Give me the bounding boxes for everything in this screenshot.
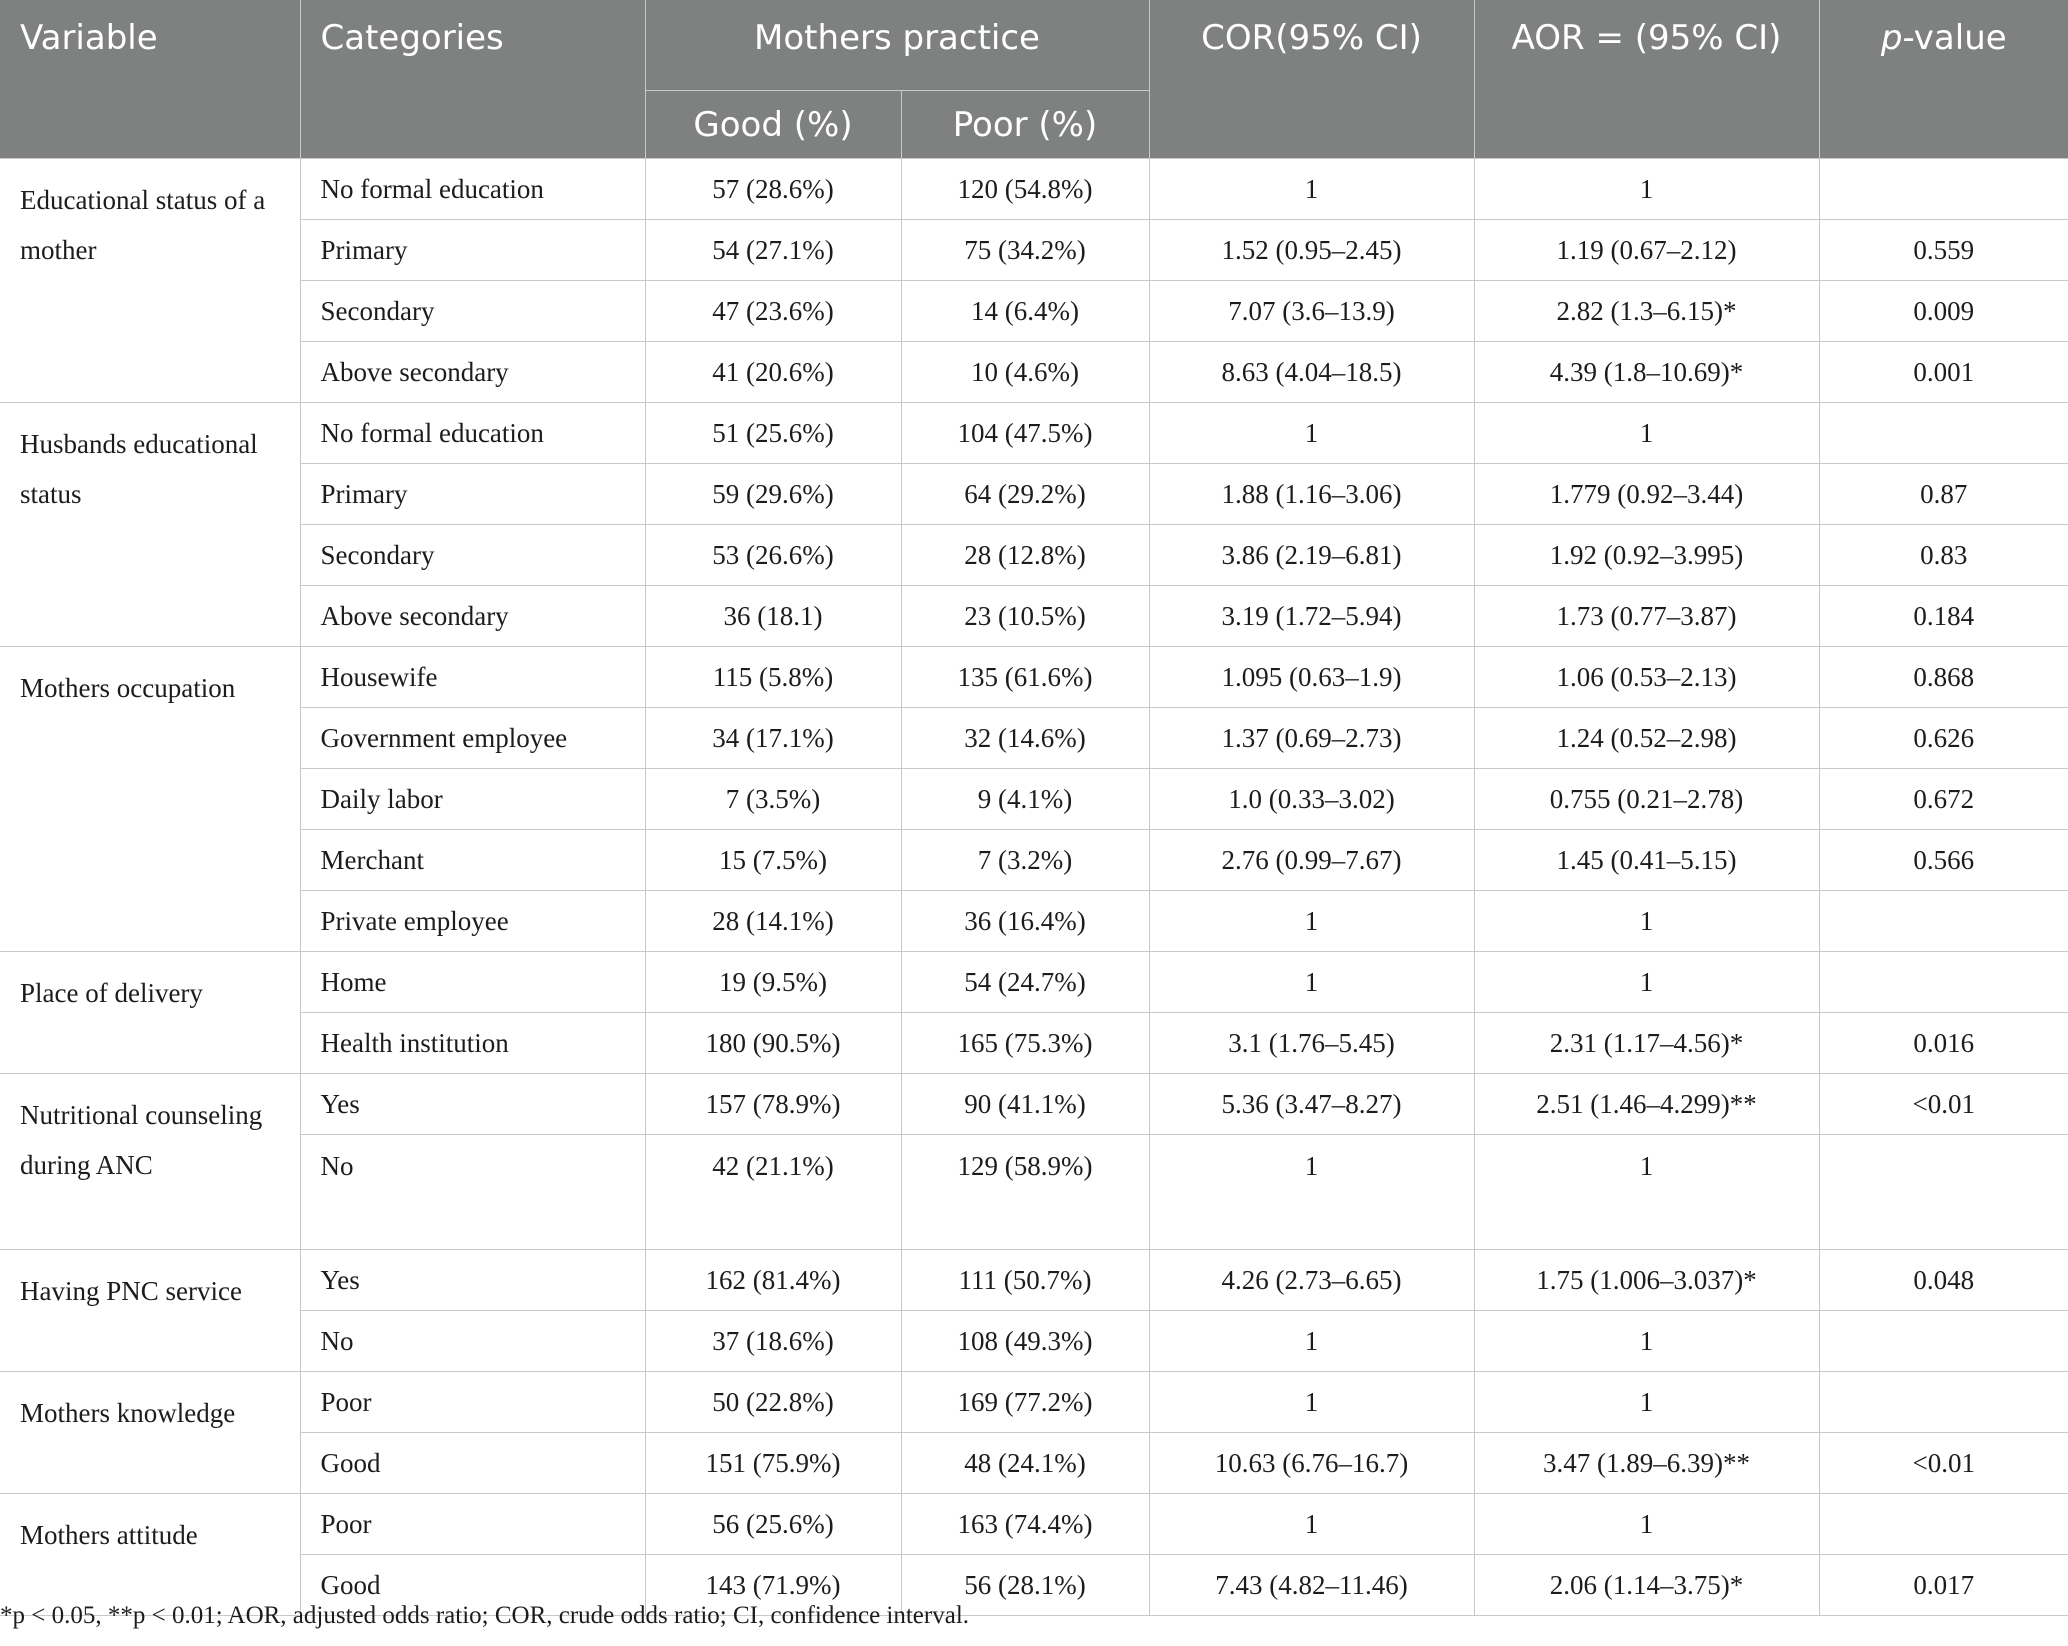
aor-cell: 4.39 (1.8–10.69)*	[1474, 342, 1819, 403]
table-row	[0, 891, 2068, 952]
poor-percent-cell: 90 (41.1%)	[901, 1074, 1149, 1135]
good-percent-cell: 50 (22.8%)	[645, 1372, 901, 1433]
p-value-cell	[1819, 952, 2068, 1013]
aor-cell: 1	[1474, 1135, 1819, 1250]
table-row	[0, 1372, 2068, 1433]
table-row	[0, 1311, 2068, 1372]
p-value-cell: <0.01	[1819, 1433, 2068, 1494]
variable-cell: Mothers attitude	[0, 1494, 300, 1616]
aor-cell: 1.779 (0.92–3.44)	[1474, 464, 1819, 525]
table-row	[0, 708, 2068, 769]
aor-cell: 1	[1474, 1311, 1819, 1372]
p-value-cell: 0.672	[1819, 769, 2068, 830]
aor-cell: 1	[1474, 952, 1819, 1013]
poor-percent-cell: 28 (12.8%)	[901, 525, 1149, 586]
good-percent-cell: 151 (75.9%)	[645, 1433, 901, 1494]
poor-percent-cell: 104 (47.5%)	[901, 403, 1149, 464]
p-value-cell: 0.017	[1819, 1555, 2068, 1616]
category-cell: Government employee	[300, 708, 645, 769]
aor-cell: 1	[1474, 159, 1819, 220]
p-value-cell	[1819, 403, 2068, 464]
aor-cell: 1.73 (0.77–3.87)	[1474, 586, 1819, 647]
table-row	[0, 1013, 2068, 1074]
category-cell: Good	[300, 1433, 645, 1494]
poor-percent-cell: 23 (10.5%)	[901, 586, 1149, 647]
category-cell: Primary	[300, 464, 645, 525]
p-value-cell: 0.016	[1819, 1013, 2068, 1074]
category-cell: Home	[300, 952, 645, 1013]
aor-cell: 0.755 (0.21–2.78)	[1474, 769, 1819, 830]
category-cell: Primary	[300, 220, 645, 281]
cor-cell: 2.76 (0.99–7.67)	[1149, 830, 1474, 891]
p-value-cell	[1819, 1372, 2068, 1433]
category-cell: Private employee	[300, 891, 645, 952]
poor-percent-cell: 56 (28.1%)	[901, 1555, 1149, 1616]
good-percent-cell: 56 (25.6%)	[645, 1494, 901, 1555]
category-cell: Secondary	[300, 525, 645, 586]
p-value-cell: 0.83	[1819, 525, 2068, 586]
good-percent-cell: 47 (23.6%)	[645, 281, 901, 342]
category-cell: Yes	[300, 1074, 645, 1135]
aor-cell: 1.19 (0.67–2.12)	[1474, 220, 1819, 281]
p-value-cell	[1819, 1494, 2068, 1555]
header-poor: Poor (%)	[901, 91, 1149, 159]
category-cell: Health institution	[300, 1013, 645, 1074]
footnote: *p < 0.05, **p < 0.01; AOR, adjusted odds ratio; COR, crude odds ratio; CI, confidence interval.	[0, 1602, 970, 1629]
table-row	[0, 952, 2068, 1013]
cor-cell: 1	[1149, 159, 1474, 220]
good-percent-cell: 53 (26.6%)	[645, 525, 901, 586]
header-good: Good (%)	[645, 91, 901, 159]
poor-percent-cell: 165 (75.3%)	[901, 1013, 1149, 1074]
aor-cell: 1	[1474, 1494, 1819, 1555]
cor-cell: 1.37 (0.69–2.73)	[1149, 708, 1474, 769]
p-value-cell	[1819, 159, 2068, 220]
poor-percent-cell: 64 (29.2%)	[901, 464, 1149, 525]
p-value-cell	[1819, 1135, 2068, 1250]
good-percent-cell: 57 (28.6%)	[645, 159, 901, 220]
variable-cell: Nutritional counseling during ANC	[0, 1074, 300, 1250]
table-row	[0, 1250, 2068, 1311]
variable-cell: Husbands educational status	[0, 403, 300, 647]
table-row	[0, 342, 2068, 403]
poor-percent-cell: 14 (6.4%)	[901, 281, 1149, 342]
poor-percent-cell: 48 (24.1%)	[901, 1433, 1149, 1494]
p-value-cell: 0.87	[1819, 464, 2068, 525]
cor-cell: 1	[1149, 952, 1474, 1013]
category-cell: Good	[300, 1555, 645, 1616]
good-percent-cell: 162 (81.4%)	[645, 1250, 901, 1311]
poor-percent-cell: 54 (24.7%)	[901, 952, 1149, 1013]
p-value-cell: 0.001	[1819, 342, 2068, 403]
aor-cell: 1	[1474, 891, 1819, 952]
cor-cell: 5.36 (3.47–8.27)	[1149, 1074, 1474, 1135]
cor-cell: 1.88 (1.16–3.06)	[1149, 464, 1474, 525]
category-cell: No formal education	[300, 159, 645, 220]
poor-percent-cell: 9 (4.1%)	[901, 769, 1149, 830]
aor-cell: 1.24 (0.52–2.98)	[1474, 708, 1819, 769]
table-row	[0, 1135, 2068, 1250]
header-p-rest: -value	[1902, 18, 2007, 58]
p-value-cell	[1819, 1311, 2068, 1372]
header-mothers-practice: Mothers practice	[645, 0, 1149, 91]
aor-cell: 1.45 (0.41–5.15)	[1474, 830, 1819, 891]
aor-cell: 1.92 (0.92–3.995)	[1474, 525, 1819, 586]
poor-percent-cell: 75 (34.2%)	[901, 220, 1149, 281]
table-row	[0, 1074, 2068, 1135]
aor-cell: 1	[1474, 1372, 1819, 1433]
good-percent-cell: 41 (20.6%)	[645, 342, 901, 403]
good-percent-cell: 115 (5.8%)	[645, 647, 901, 708]
table-row	[0, 525, 2068, 586]
aor-cell: 1.75 (1.006–3.037)*	[1474, 1250, 1819, 1311]
poor-percent-cell: 129 (58.9%)	[901, 1135, 1149, 1250]
category-cell: No	[300, 1135, 645, 1250]
aor-cell: 1.06 (0.53–2.13)	[1474, 647, 1819, 708]
p-value-cell: 0.559	[1819, 220, 2068, 281]
header-cor: COR(95% CI)	[1149, 0, 1474, 159]
table-row	[0, 830, 2068, 891]
category-cell: No formal education	[300, 403, 645, 464]
cor-cell: 7.43 (4.82–11.46)	[1149, 1555, 1474, 1616]
p-value-cell: 0.626	[1819, 708, 2068, 769]
aor-cell: 2.51 (1.46–4.299)**	[1474, 1074, 1819, 1135]
poor-percent-cell: 135 (61.6%)	[901, 647, 1149, 708]
poor-percent-cell: 163 (74.4%)	[901, 1494, 1149, 1555]
good-percent-cell: 42 (21.1%)	[645, 1135, 901, 1250]
good-percent-cell: 143 (71.9%)	[645, 1555, 901, 1616]
p-value-cell: <0.01	[1819, 1074, 2068, 1135]
header-p-value	[1819, 0, 2068, 159]
variable-cell: Place of delivery	[0, 952, 300, 1074]
category-cell: No	[300, 1311, 645, 1372]
cor-cell: 7.07 (3.6–13.9)	[1149, 281, 1474, 342]
cor-cell: 1	[1149, 403, 1474, 464]
cor-cell: 8.63 (4.04–18.5)	[1149, 342, 1474, 403]
cor-cell: 3.86 (2.19–6.81)	[1149, 525, 1474, 586]
variable-cell: Educational status of a mother	[0, 159, 300, 403]
p-value-cell: 0.009	[1819, 281, 2068, 342]
p-value-cell	[1819, 891, 2068, 952]
table-row	[0, 1494, 2068, 1555]
table-row	[0, 281, 2068, 342]
table-row	[0, 159, 2068, 220]
good-percent-cell: 34 (17.1%)	[645, 708, 901, 769]
cor-cell: 1	[1149, 1311, 1474, 1372]
variable-cell: Having PNC service	[0, 1250, 300, 1372]
good-percent-cell: 37 (18.6%)	[645, 1311, 901, 1372]
good-percent-cell: 28 (14.1%)	[645, 891, 901, 952]
poor-percent-cell: 10 (4.6%)	[901, 342, 1149, 403]
p-value-cell: 0.184	[1819, 586, 2068, 647]
category-cell: Poor	[300, 1494, 645, 1555]
aor-cell: 3.47 (1.89–6.39)**	[1474, 1433, 1819, 1494]
poor-percent-cell: 111 (50.7%)	[901, 1250, 1149, 1311]
category-cell: Daily labor	[300, 769, 645, 830]
category-cell: Yes	[300, 1250, 645, 1311]
category-cell: Above secondary	[300, 342, 645, 403]
header-p-italic: p	[1880, 18, 1903, 58]
poor-percent-cell: 169 (77.2%)	[901, 1372, 1149, 1433]
cor-cell: 1.0 (0.33–3.02)	[1149, 769, 1474, 830]
category-cell: Secondary	[300, 281, 645, 342]
variable-cell: Mothers knowledge	[0, 1372, 300, 1494]
poor-percent-cell: 36 (16.4%)	[901, 891, 1149, 952]
good-percent-cell: 59 (29.6%)	[645, 464, 901, 525]
table-body	[0, 159, 2068, 1616]
aor-cell: 2.31 (1.17–4.56)*	[1474, 1013, 1819, 1074]
header-variable: Variable	[0, 0, 300, 159]
cor-cell: 10.63 (6.76–16.7)	[1149, 1433, 1474, 1494]
table-row	[0, 220, 2068, 281]
table-row	[0, 647, 2068, 708]
table-row	[0, 769, 2068, 830]
good-percent-cell: 7 (3.5%)	[645, 769, 901, 830]
p-value-cell: 0.566	[1819, 830, 2068, 891]
good-percent-cell: 19 (9.5%)	[645, 952, 901, 1013]
poor-percent-cell: 32 (14.6%)	[901, 708, 1149, 769]
cor-cell: 4.26 (2.73–6.65)	[1149, 1250, 1474, 1311]
table-row	[0, 1433, 2068, 1494]
category-cell: Merchant	[300, 830, 645, 891]
good-percent-cell: 54 (27.1%)	[645, 220, 901, 281]
good-percent-cell: 51 (25.6%)	[645, 403, 901, 464]
cor-cell: 3.19 (1.72–5.94)	[1149, 586, 1474, 647]
cor-cell: 1	[1149, 1494, 1474, 1555]
category-cell: Above secondary	[300, 586, 645, 647]
table-row	[0, 464, 2068, 525]
aor-cell: 2.82 (1.3–6.15)*	[1474, 281, 1819, 342]
category-cell: Poor	[300, 1372, 645, 1433]
aor-cell: 2.06 (1.14–3.75)*	[1474, 1555, 1819, 1616]
aor-cell: 1	[1474, 403, 1819, 464]
header-aor: AOR = (95% CI)	[1474, 0, 1819, 159]
poor-percent-cell: 108 (49.3%)	[901, 1311, 1149, 1372]
cor-cell: 1	[1149, 1372, 1474, 1433]
cor-cell: 1.095 (0.63–1.9)	[1149, 647, 1474, 708]
cor-cell: 1	[1149, 891, 1474, 952]
variable-cell: Mothers occupation	[0, 647, 300, 952]
category-cell: Housewife	[300, 647, 645, 708]
p-value-cell: 0.868	[1819, 647, 2068, 708]
cor-cell: 3.1 (1.76–5.45)	[1149, 1013, 1474, 1074]
header-categories: Categories	[300, 0, 645, 159]
poor-percent-cell: 120 (54.8%)	[901, 159, 1149, 220]
cor-cell: 1	[1149, 1135, 1474, 1250]
table-row	[0, 403, 2068, 464]
good-percent-cell: 36 (18.1)	[645, 586, 901, 647]
good-percent-cell: 180 (90.5%)	[645, 1013, 901, 1074]
good-percent-cell: 15 (7.5%)	[645, 830, 901, 891]
cor-cell: 1.52 (0.95–2.45)	[1149, 220, 1474, 281]
poor-percent-cell: 7 (3.2%)	[901, 830, 1149, 891]
table-row	[0, 586, 2068, 647]
good-percent-cell: 157 (78.9%)	[645, 1074, 901, 1135]
p-value-cell: 0.048	[1819, 1250, 2068, 1311]
